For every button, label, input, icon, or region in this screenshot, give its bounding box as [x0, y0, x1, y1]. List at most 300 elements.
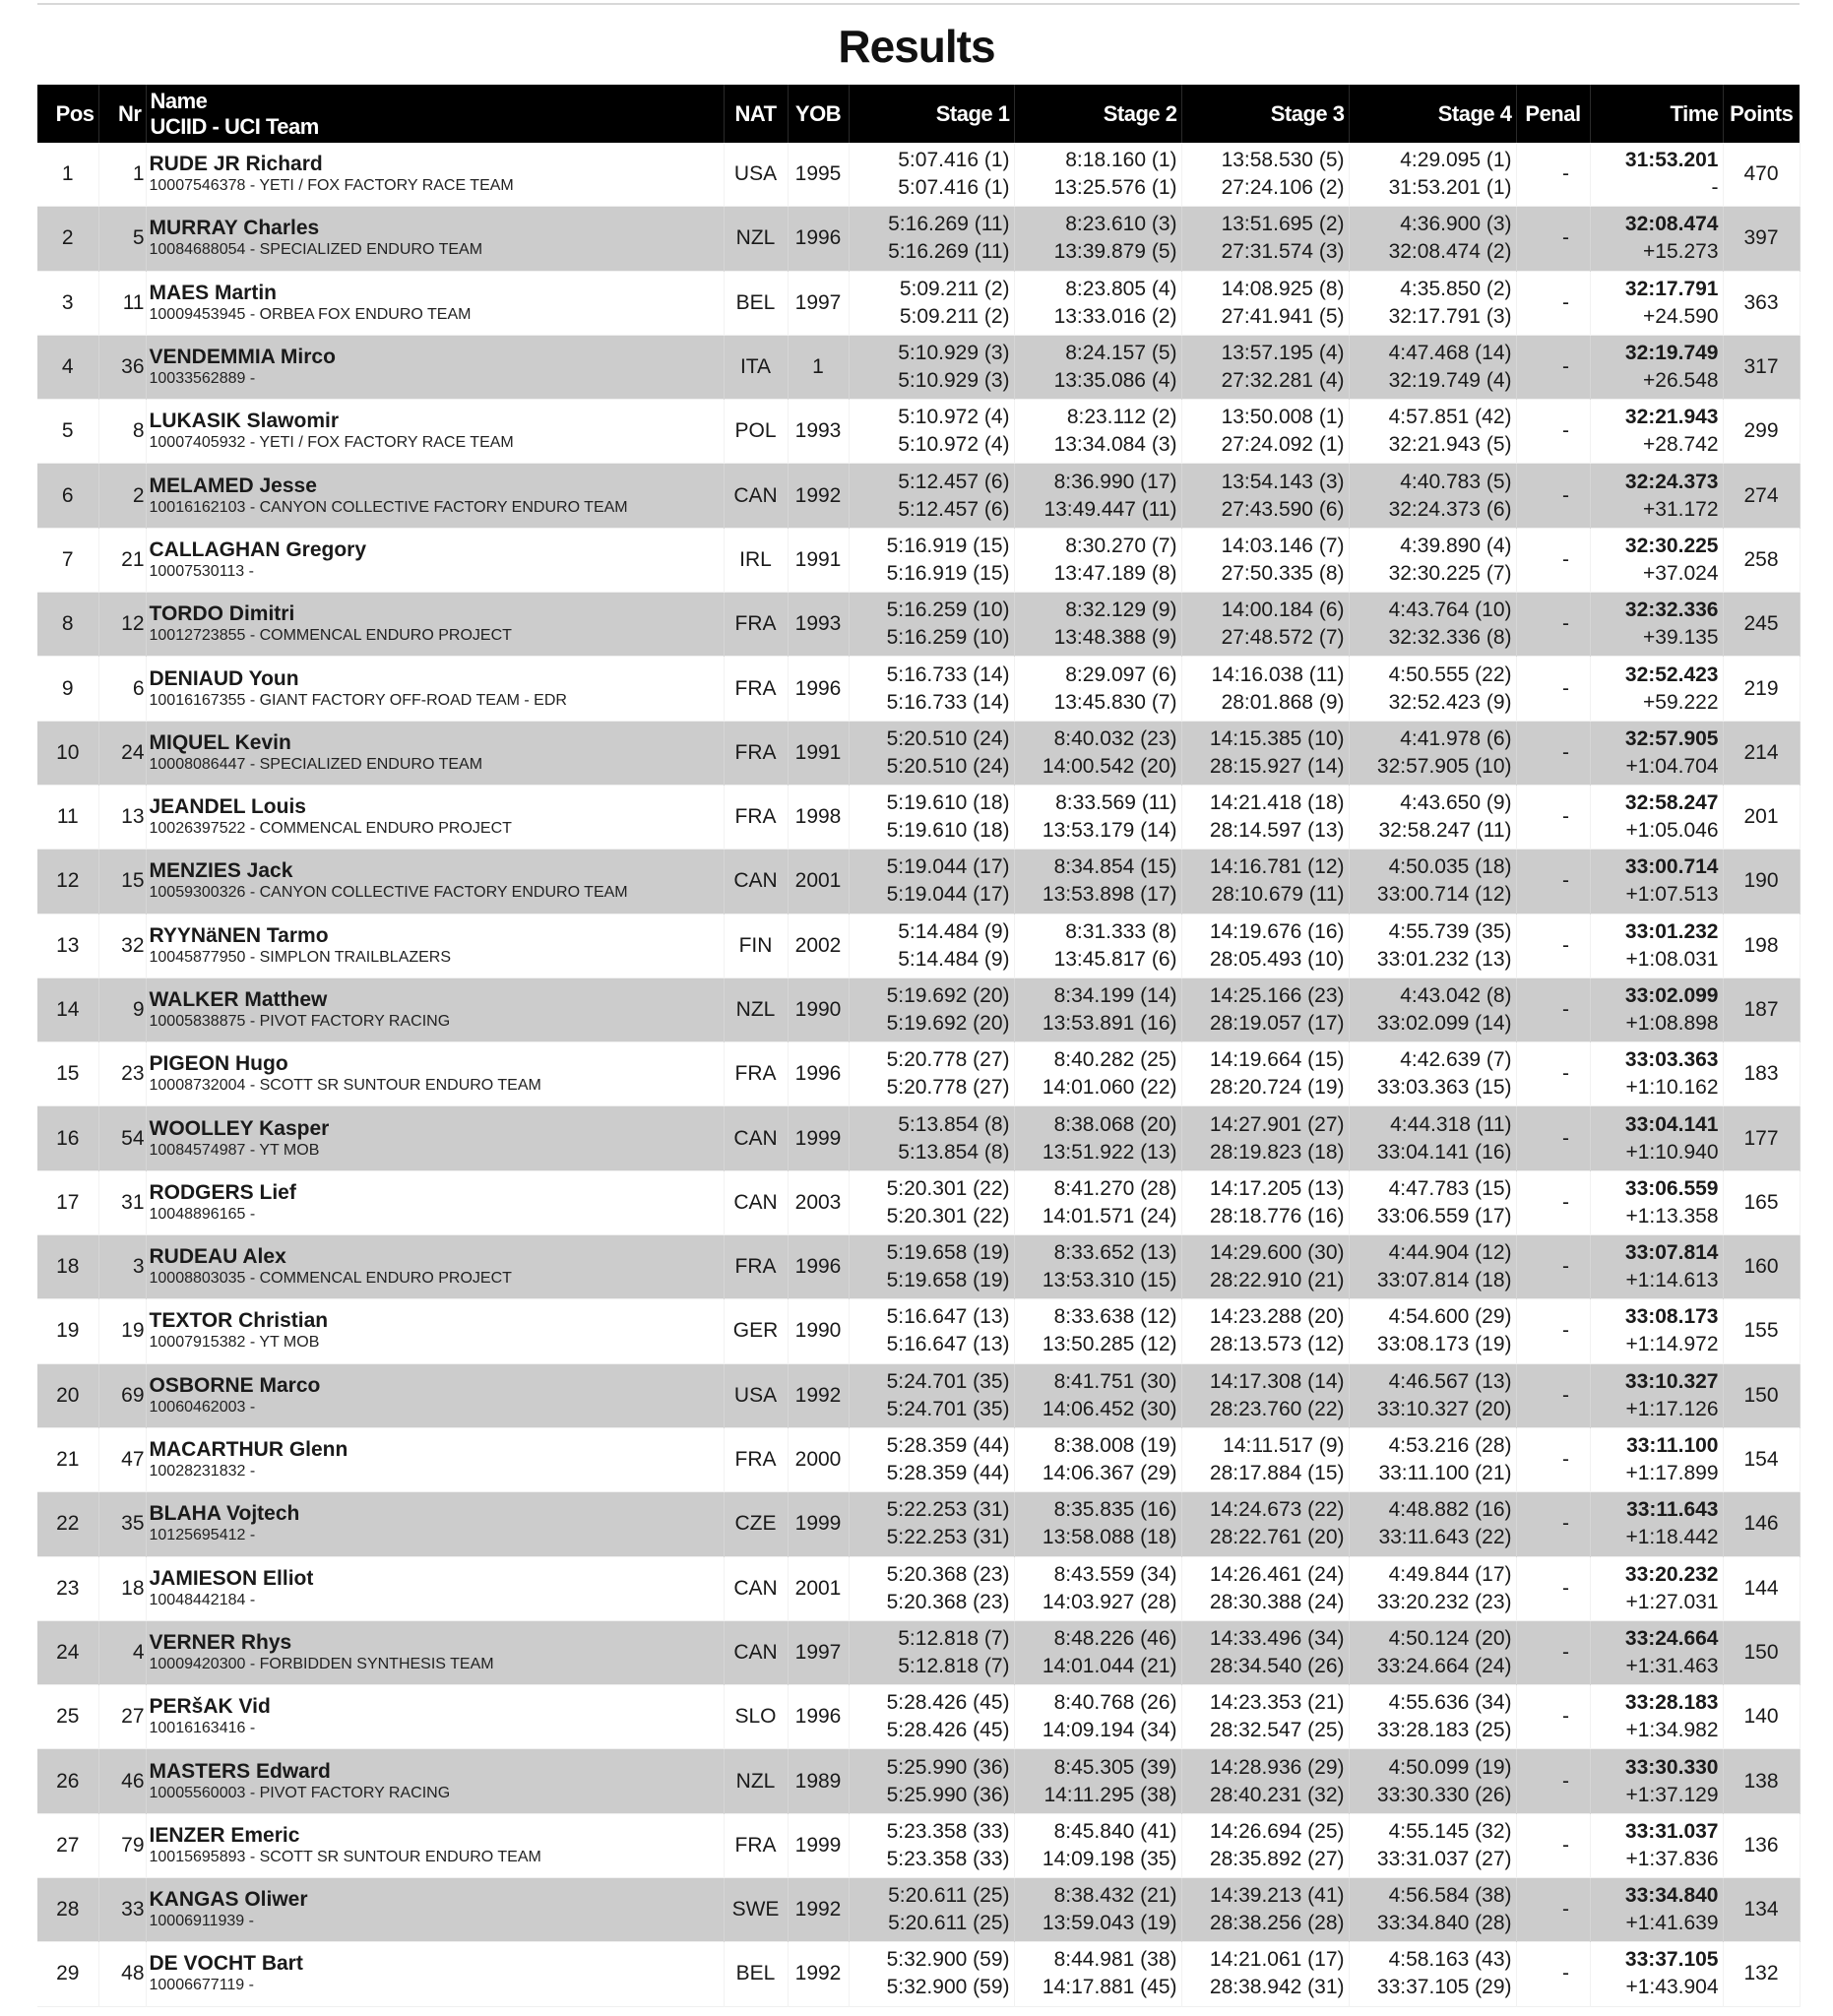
top-divider — [37, 3, 1800, 5]
rider-name[interactable]: DENIAUD Youn — [149, 666, 299, 690]
result-row[interactable] — [37, 143, 1800, 207]
position: 24 — [37, 1620, 98, 1684]
points: 187 — [1723, 977, 1800, 1041]
rider-name[interactable]: RUDE JR Richard — [149, 153, 323, 176]
points: 198 — [1723, 914, 1800, 977]
rider-name[interactable]: MAES Martin — [149, 281, 278, 304]
rider-name[interactable]: BLAHA Vojtech — [149, 1502, 300, 1526]
nationality: FRA — [724, 721, 788, 785]
rider-name[interactable]: JEANDEL Louis — [149, 795, 306, 819]
rider-cell — [146, 977, 724, 1041]
stage4-time: 4:43.042 (8) — [1400, 984, 1512, 1007]
result-row[interactable] — [37, 1363, 1800, 1427]
stage4-cumulative: 33:03.363 (15) — [1376, 1076, 1512, 1100]
stage3-cell — [1181, 721, 1349, 785]
year-of-birth: 1992 — [788, 1363, 849, 1427]
rider-name[interactable]: TORDO Dimitri — [149, 602, 295, 626]
penalty: - — [1516, 464, 1590, 528]
rider-cell — [146, 207, 724, 271]
stage2-cumulative: 14:01.060 (22) — [1042, 1076, 1177, 1100]
time-gap: +1:37.129 — [1625, 1783, 1719, 1806]
result-row[interactable] — [37, 1685, 1800, 1749]
stage3-time: 14:39.213 (41) — [1209, 1884, 1345, 1908]
stage1-cell — [849, 1749, 1014, 1813]
stage1-cumulative: 5:23.358 (33) — [886, 1847, 1010, 1870]
rider-name[interactable]: DE VOCHT Bart — [149, 1952, 303, 1976]
stage3-cumulative: 28:34.540 (26) — [1209, 1654, 1345, 1677]
rider-cell — [146, 914, 724, 977]
result-row[interactable] — [37, 1106, 1800, 1170]
stage3-cell — [1181, 335, 1349, 399]
rider-name[interactable]: KANGAS Oliwer — [149, 1888, 308, 1912]
stage4-time: 4:47.468 (14) — [1388, 342, 1512, 365]
stage3-time: 14:23.353 (21) — [1209, 1691, 1345, 1715]
points: 317 — [1723, 335, 1800, 399]
result-row[interactable] — [37, 850, 1800, 914]
penalty: - — [1516, 143, 1590, 207]
stage4-cumulative: 33:06.559 (17) — [1376, 1204, 1512, 1228]
stage2-cell — [1014, 1427, 1181, 1491]
rider-name[interactable]: MACARTHUR Glenn — [149, 1438, 348, 1462]
stage4-time: 4:41.978 (6) — [1400, 726, 1512, 750]
stage2-time: 8:33.638 (12) — [1053, 1305, 1177, 1329]
stage4-cumulative: 33:04.141 (16) — [1376, 1140, 1512, 1164]
uci-id-team: 10033562889 - — [149, 370, 256, 388]
rider-name[interactable]: RYYNäNEN Tarmo — [149, 923, 329, 947]
result-row[interactable] — [37, 1492, 1800, 1556]
stage3-cumulative: 27:43.590 (6) — [1221, 497, 1345, 521]
penalty: - — [1516, 1685, 1590, 1749]
stage1-cell — [849, 977, 1014, 1041]
penalty: - — [1516, 335, 1590, 399]
stage1-cumulative: 5:16.647 (13) — [886, 1333, 1010, 1356]
stage1-time: 5:16.919 (15) — [886, 534, 1010, 557]
time-cell — [1590, 207, 1723, 271]
points: 214 — [1723, 721, 1800, 785]
rider-cell — [146, 1685, 724, 1749]
stage4-time: 4:46.567 (13) — [1388, 1369, 1512, 1393]
stage3-cell — [1181, 850, 1349, 914]
time-gap: +1:37.836 — [1625, 1847, 1719, 1870]
result-row[interactable] — [37, 657, 1800, 721]
rider-name[interactable]: RUDEAU Alex — [149, 1245, 286, 1269]
nationality: IRL — [724, 528, 788, 592]
total-time: 33:24.664 — [1624, 1626, 1719, 1650]
total-time: 32:17.791 — [1624, 277, 1719, 300]
rider-name[interactable]: OSBORNE Marco — [149, 1373, 321, 1397]
position: 4 — [37, 335, 98, 399]
total-time: 32:57.905 — [1624, 726, 1719, 750]
stage3-time: 13:51.695 (2) — [1221, 213, 1345, 236]
stage4-cumulative: 32:57.905 (10) — [1376, 754, 1512, 778]
stage4-cell — [1349, 1942, 1516, 2006]
result-row[interactable] — [37, 1749, 1800, 1813]
stage4-cell — [1349, 207, 1516, 271]
stage4-time: 4:58.163 (43) — [1388, 1948, 1512, 1972]
uci-id-team: 10009453945 - ORBEA FOX ENDURO TEAM — [149, 305, 472, 323]
nationality: SWE — [724, 1878, 788, 1942]
stage2-cell — [1014, 464, 1181, 528]
stage4-cumulative: 33:01.232 (13) — [1376, 947, 1512, 971]
col-header-nat[interactable]: NAT — [724, 85, 788, 143]
stage1-time: 5:20.611 (25) — [888, 1884, 1010, 1908]
uci-id-team: 10008086447 - SPECIALIZED ENDURO TEAM — [149, 755, 483, 773]
result-row[interactable] — [37, 721, 1800, 785]
rider-cell — [146, 1749, 724, 1813]
stage4-time: 4:35.850 (2) — [1400, 277, 1512, 300]
rider-cell — [146, 400, 724, 464]
stage2-cell — [1014, 1299, 1181, 1363]
stage4-cumulative: 33:08.173 (19) — [1376, 1333, 1512, 1356]
stage2-cumulative: 14:09.194 (34) — [1042, 1719, 1177, 1742]
stage1-cumulative: 5:16.733 (14) — [886, 690, 1010, 714]
stage2-time: 8:36.990 (17) — [1053, 470, 1177, 493]
bib-number: 11 — [98, 271, 146, 335]
stage3-cumulative: 28:38.256 (28) — [1209, 1912, 1345, 1935]
rider-name[interactable]: WALKER Matthew — [149, 988, 328, 1011]
uci-id-team: 10125695412 - — [149, 1527, 256, 1544]
position: 21 — [37, 1427, 98, 1491]
stage4-cumulative: 33:11.100 (21) — [1378, 1462, 1512, 1485]
result-row[interactable] — [37, 464, 1800, 528]
stage3-cumulative: 27:41.941 (5) — [1221, 304, 1345, 328]
stage1-time: 5:19.692 (20) — [886, 984, 1010, 1007]
stage2-cumulative: 14:00.542 (20) — [1042, 754, 1177, 778]
rider-name[interactable]: VERNER Rhys — [149, 1630, 292, 1654]
stage3-cumulative: 28:32.547 (25) — [1209, 1719, 1345, 1742]
stage4-time: 4:29.095 (1) — [1400, 149, 1512, 172]
points: 397 — [1723, 207, 1800, 271]
stage3-cumulative: 27:31.574 (3) — [1221, 240, 1345, 264]
stage2-time: 8:34.854 (15) — [1053, 855, 1177, 879]
rider-name[interactable]: LUKASIK Slawomir — [149, 410, 340, 433]
rider-cell — [146, 1878, 724, 1942]
result-row[interactable] — [37, 271, 1800, 335]
uci-id-team: 10048896165 - — [149, 1205, 256, 1223]
col-header-yob[interactable]: YOB — [788, 85, 849, 143]
position: 6 — [37, 464, 98, 528]
uci-id-team: 10045877950 - SIMPLON TRAILBLAZERS — [149, 948, 452, 966]
penalty: - — [1516, 1299, 1590, 1363]
stage2-time: 8:43.559 (34) — [1053, 1562, 1177, 1586]
stage4-cell — [1349, 1235, 1516, 1299]
result-row[interactable] — [37, 1556, 1800, 1620]
position: 5 — [37, 400, 98, 464]
stage3-cumulative: 28:13.573 (12) — [1209, 1333, 1345, 1356]
uci-id-team: 10009420300 - FORBIDDEN SYNTHESIS TEAM — [149, 1655, 494, 1672]
position: 16 — [37, 1106, 98, 1170]
stage1-time: 5:10.929 (3) — [898, 342, 1010, 365]
bib-number: 24 — [98, 721, 146, 785]
result-row[interactable] — [37, 400, 1800, 464]
total-time: 33:30.330 — [1624, 1755, 1719, 1779]
stage1-cumulative: 5:32.900 (59) — [886, 1976, 1010, 1999]
nationality: BEL — [724, 1942, 788, 2006]
result-row[interactable] — [37, 1878, 1800, 1942]
stage2-time: 8:41.270 (28) — [1053, 1176, 1177, 1200]
result-row[interactable] — [37, 1042, 1800, 1106]
rider-name[interactable]: MURRAY Charles — [149, 217, 320, 240]
stage3-cell — [1181, 1170, 1349, 1234]
stage1-cell — [849, 1235, 1014, 1299]
bib-number: 21 — [98, 528, 146, 592]
rider-name[interactable]: TEXTOR Christian — [149, 1309, 329, 1333]
stage4-time: 4:48.882 (16) — [1388, 1498, 1512, 1522]
stage3-time: 14:17.205 (13) — [1209, 1176, 1345, 1200]
stage1-time: 5:16.647 (13) — [886, 1305, 1010, 1329]
rider-cell — [146, 1106, 724, 1170]
col-header-nr[interactable]: Nr — [98, 85, 146, 143]
bib-number: 12 — [98, 593, 146, 657]
stage3-time: 14:16.038 (11) — [1211, 662, 1345, 686]
stage3-cumulative: 28:23.760 (22) — [1209, 1397, 1345, 1420]
penalty: - — [1516, 1878, 1590, 1942]
col-header-stage3[interactable]: Stage 3 — [1181, 85, 1349, 143]
points: 146 — [1723, 1492, 1800, 1556]
total-time: 32:32.336 — [1624, 598, 1719, 622]
penalty: - — [1516, 1749, 1590, 1813]
year-of-birth: 1999 — [788, 1106, 849, 1170]
rider-name[interactable]: CALLAGHAN Gregory — [149, 537, 367, 561]
bib-number: 23 — [98, 1042, 146, 1106]
stage2-cell — [1014, 1106, 1181, 1170]
stage2-cumulative: 13:58.088 (18) — [1042, 1526, 1177, 1549]
rider-name[interactable]: JAMIESON Elliot — [149, 1566, 314, 1590]
stage1-cumulative: 5:28.426 (45) — [886, 1719, 1010, 1742]
stage3-cell — [1181, 207, 1349, 271]
nationality: CAN — [724, 1620, 788, 1684]
time-cell — [1590, 1749, 1723, 1813]
uci-id-team: 10084688054 - SPECIALIZED ENDURO TEAM — [149, 241, 483, 259]
stage3-cell — [1181, 1813, 1349, 1877]
penalty: - — [1516, 1170, 1590, 1234]
result-row[interactable] — [37, 914, 1800, 977]
year-of-birth: 1991 — [788, 528, 849, 592]
uci-id-team: 10007546378 - YETI / FOX FACTORY RACE TEAM — [149, 177, 514, 195]
time-gap: +1:17.899 — [1625, 1462, 1719, 1485]
total-time: 32:58.247 — [1624, 791, 1719, 815]
rider-cell — [146, 850, 724, 914]
rider-cell — [146, 1235, 724, 1299]
col-header-name-line2: UCIID - UCI Team — [150, 113, 319, 139]
year-of-birth: 1990 — [788, 1299, 849, 1363]
nationality: BEL — [724, 271, 788, 335]
year-of-birth: 2001 — [788, 850, 849, 914]
stage3-cumulative: 28:14.597 (13) — [1209, 819, 1345, 843]
stage2-cell — [1014, 1749, 1181, 1813]
rider-name[interactable]: IENZER Emeric — [149, 1823, 300, 1847]
year-of-birth: 1996 — [788, 1235, 849, 1299]
stage1-cell — [849, 914, 1014, 977]
stage2-time: 8:45.840 (41) — [1053, 1819, 1177, 1843]
stage1-time: 5:22.253 (31) — [886, 1498, 1010, 1522]
stage3-cell — [1181, 1042, 1349, 1106]
points: 150 — [1723, 1363, 1800, 1427]
stage4-cell — [1349, 1427, 1516, 1491]
position: 23 — [37, 1556, 98, 1620]
result-row[interactable] — [37, 1620, 1800, 1684]
uci-id-team: 10008732004 - SCOTT SR SUNTOUR ENDURO TEAM — [149, 1077, 541, 1095]
stage4-time: 4:56.584 (38) — [1388, 1884, 1512, 1908]
nationality: CAN — [724, 1170, 788, 1234]
stage4-time: 4:43.764 (10) — [1388, 598, 1512, 622]
stage3-cell — [1181, 1942, 1349, 2006]
stage2-time: 8:35.835 (16) — [1053, 1498, 1177, 1522]
col-header-points[interactable]: Points — [1723, 85, 1800, 143]
stage2-cumulative: 13:59.043 (19) — [1042, 1912, 1177, 1935]
stage2-time: 8:45.305 (39) — [1053, 1755, 1177, 1779]
result-row[interactable] — [37, 207, 1800, 271]
year-of-birth: 1992 — [788, 464, 849, 528]
stage1-cumulative: 5:12.457 (6) — [898, 497, 1010, 521]
nationality: FRA — [724, 1042, 788, 1106]
stage2-cumulative: 14:11.295 (38) — [1043, 1783, 1177, 1806]
col-header-penal[interactable]: Penal — [1516, 85, 1590, 143]
rider-name[interactable]: RODGERS Lief — [149, 1180, 296, 1204]
col-header-name[interactable] — [146, 85, 724, 143]
stage4-cell — [1349, 1813, 1516, 1877]
penalty: - — [1516, 528, 1590, 592]
result-row[interactable] — [37, 785, 1800, 849]
stage3-cell — [1181, 1427, 1349, 1491]
stage1-cell — [849, 271, 1014, 335]
result-row[interactable] — [37, 1235, 1800, 1299]
total-time: 32:30.225 — [1624, 534, 1719, 557]
result-row[interactable] — [37, 1170, 1800, 1234]
result-row[interactable] — [37, 335, 1800, 399]
stage2-time: 8:23.805 (4) — [1065, 277, 1177, 300]
stage4-cell — [1349, 850, 1516, 914]
result-row[interactable] — [37, 1813, 1800, 1877]
rider-name[interactable]: PERšAK Vid — [149, 1695, 271, 1719]
time-gap: +31.172 — [1643, 497, 1719, 521]
rider-name[interactable]: MENZIES Jack — [149, 859, 293, 883]
stage4-time: 4:44.318 (11) — [1390, 1112, 1512, 1136]
col-header-time[interactable]: Time — [1590, 85, 1723, 143]
time-gap: +59.222 — [1643, 690, 1719, 714]
time-gap: +1:34.982 — [1625, 1719, 1719, 1742]
stage1-cumulative: 5:07.416 (1) — [898, 176, 1010, 200]
stage1-cell — [849, 1042, 1014, 1106]
rider-name[interactable]: MIQUEL Kevin — [149, 730, 291, 754]
time-cell — [1590, 1942, 1723, 2006]
time-cell — [1590, 850, 1723, 914]
rider-name[interactable]: PIGEON Hugo — [149, 1052, 288, 1076]
rider-name[interactable]: MELAMED Jesse — [149, 473, 317, 497]
stage4-time: 4:57.851 (42) — [1388, 406, 1512, 429]
result-row[interactable] — [37, 1299, 1800, 1363]
total-time: 33:34.840 — [1624, 1884, 1719, 1908]
stage4-cell — [1349, 977, 1516, 1041]
stage2-cumulative: 13:33.016 (2) — [1053, 304, 1177, 328]
time-cell — [1590, 1878, 1723, 1942]
stage3-cumulative: 28:38.942 (31) — [1209, 1976, 1345, 1999]
points: 144 — [1723, 1556, 1800, 1620]
bib-number: 9 — [98, 977, 146, 1041]
rider-cell — [146, 785, 724, 849]
result-row[interactable] — [37, 977, 1800, 1041]
rider-cell — [146, 1170, 724, 1234]
stage4-cumulative: 33:10.327 (20) — [1376, 1397, 1512, 1420]
result-row[interactable] — [37, 528, 1800, 592]
stage4-time: 4:36.900 (3) — [1400, 213, 1512, 236]
stage2-cell — [1014, 1042, 1181, 1106]
total-time: 33:06.559 — [1624, 1176, 1719, 1200]
position: 25 — [37, 1685, 98, 1749]
uci-id-team: 10008803035 - COMMENCAL ENDURO PROJECT — [149, 1270, 512, 1288]
time-cell — [1590, 1685, 1723, 1749]
stage4-cell — [1349, 1363, 1516, 1427]
result-row[interactable] — [37, 1942, 1800, 2006]
position: 14 — [37, 977, 98, 1041]
rider-name[interactable]: WOOLLEY Kasper — [149, 1116, 330, 1140]
stage1-cell — [849, 207, 1014, 271]
year-of-birth: 2003 — [788, 1170, 849, 1234]
points: 150 — [1723, 1620, 1800, 1684]
stage2-cumulative: 13:47.189 (8) — [1053, 561, 1177, 585]
stage1-cumulative: 5:10.972 (4) — [898, 433, 1010, 457]
stage3-time: 14:11.517 (9) — [1223, 1434, 1345, 1458]
results-table — [37, 85, 1801, 2007]
stage3-cell — [1181, 1299, 1349, 1363]
stage1-time: 5:28.359 (44) — [886, 1434, 1010, 1458]
stage3-time: 14:33.496 (34) — [1209, 1626, 1345, 1650]
col-header-pos[interactable]: Pos — [37, 85, 98, 143]
time-cell — [1590, 271, 1723, 335]
nationality: SLO — [724, 1685, 788, 1749]
year-of-birth: 1999 — [788, 1492, 849, 1556]
total-time: 33:01.232 — [1624, 919, 1719, 943]
stage3-cell — [1181, 1685, 1349, 1749]
bib-number: 3 — [98, 1235, 146, 1299]
stage1-cell — [849, 1106, 1014, 1170]
stage2-cumulative: 13:53.898 (17) — [1042, 883, 1177, 907]
bib-number: 33 — [98, 1878, 146, 1942]
uci-id-team: 10048442184 - — [149, 1591, 256, 1608]
rider-name[interactable]: MASTERS Edward — [149, 1759, 331, 1783]
uci-id-team: 10084574987 - YT MOB — [149, 1141, 320, 1159]
col-header-stage2[interactable]: Stage 2 — [1014, 85, 1181, 143]
stage4-time: 4:54.600 (29) — [1388, 1305, 1512, 1329]
rider-cell — [146, 464, 724, 528]
stage4-cumulative: 32:58.247 (11) — [1378, 819, 1512, 843]
stage1-time: 5:10.972 (4) — [898, 406, 1010, 429]
stage4-cell — [1349, 464, 1516, 528]
stage1-cumulative: 5:09.211 (2) — [899, 304, 1010, 328]
time-cell — [1590, 914, 1723, 977]
stage4-cell — [1349, 1042, 1516, 1106]
result-row[interactable] — [37, 1427, 1800, 1491]
year-of-birth: 1996 — [788, 207, 849, 271]
stage1-time: 5:12.818 (7) — [898, 1626, 1010, 1650]
stage1-cell — [849, 1620, 1014, 1684]
rider-name[interactable]: VENDEMMIA Mirco — [149, 346, 336, 369]
year-of-birth: 1995 — [788, 143, 849, 207]
col-header-stage1[interactable]: Stage 1 — [849, 85, 1014, 143]
col-header-stage4[interactable]: Stage 4 — [1349, 85, 1516, 143]
rider-cell — [146, 143, 724, 207]
stage4-cumulative: 33:00.714 (12) — [1376, 883, 1512, 907]
stage1-time: 5:20.368 (23) — [886, 1562, 1010, 1586]
total-time: 33:11.100 — [1626, 1434, 1719, 1458]
stage1-cumulative: 5:20.301 (22) — [886, 1204, 1010, 1228]
stage2-cumulative: 13:45.830 (7) — [1053, 690, 1177, 714]
result-row[interactable] — [37, 593, 1800, 657]
bib-number: 19 — [98, 1299, 146, 1363]
stage4-cumulative: 32:19.749 (4) — [1388, 369, 1512, 393]
total-time: 32:19.749 — [1624, 342, 1719, 365]
nationality: CAN — [724, 1556, 788, 1620]
